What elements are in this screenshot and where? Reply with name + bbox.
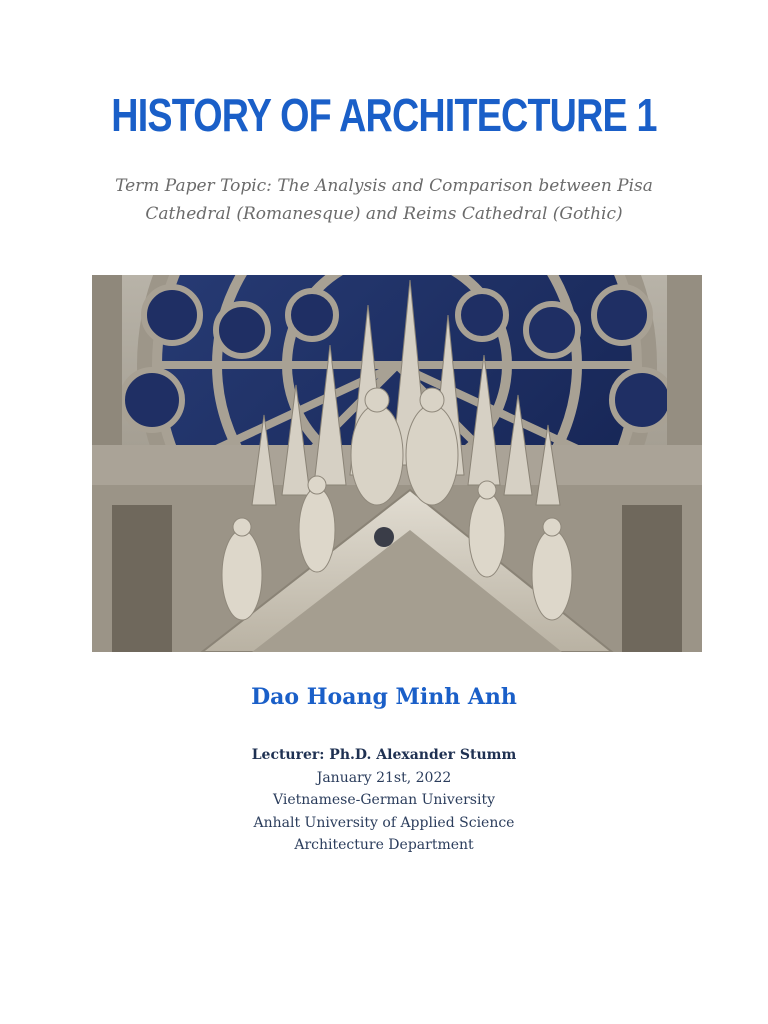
partner-university: Anhalt University of Applied Science: [253, 814, 515, 831]
date: January 21st, 2022: [316, 769, 452, 786]
page-title: HISTORY OF ARCHITECTURE 1: [111, 89, 657, 141]
lecturer: Lecturer: Ph.D. Alexander Stumm: [251, 747, 517, 763]
university: Vietnamese-German University: [272, 792, 495, 808]
cover-photo: [92, 275, 702, 652]
author-name: Dao Hoang Minh Anh: [251, 684, 517, 710]
department: Architecture Department: [294, 837, 474, 853]
subtitle: Term Paper Topic: The Analysis and Comparison between Pisa Cathedral (Romanesque) and Reims Cathedral (Gothic): [115, 176, 653, 224]
info-block: [0, 744, 768, 857]
